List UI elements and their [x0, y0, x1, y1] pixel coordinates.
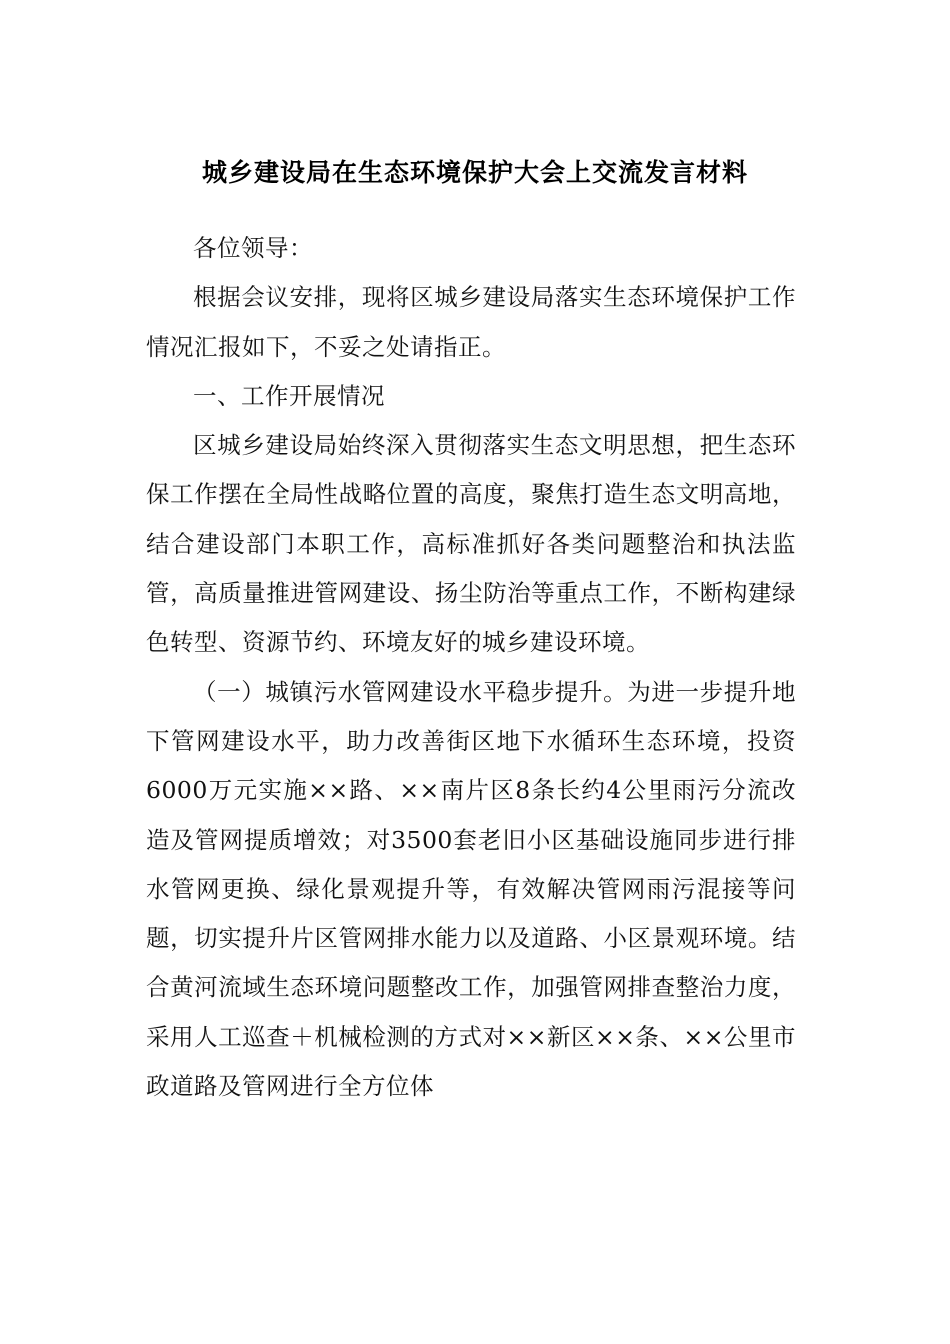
- section-heading: 一、工作开展情况: [193, 381, 385, 410]
- intro-paragraph: 根据会议安排，现将区城乡建设局落实生态环境保护工作情况汇报如下，不妥之处请指正。: [146, 283, 796, 361]
- document-body: [146, 224, 796, 1111]
- subsection-paragraph: （一）城镇污水管网建设水平稳步提升。为进一步提升地下管网建设水平，助力改善街区地下水循环生态环境，投资6000万元实施××路、××南片区8条长约4公里雨污分流改造及管网提质增效；对3500套老旧小区基础设施同步进行排水管网更换、绿化景观提升等，有效解决管网雨污混接等问题，切实提升片区管网排水能力以及道路、小区景观环境。结合黄河流域生态环境问题整改工作，加强管网排查整治力度，采用人工巡查＋机械检测的方式对××新区××条、××公里市政道路及管网进行全方位体: [146, 677, 796, 1101]
- salutation-paragraph: 各位领导：: [193, 234, 313, 262]
- document-title: 城乡建设局在生态环境保护大会上交流发言材料: [201, 158, 748, 187]
- overview-paragraph: 区城乡建设局始终深入贯彻落实生态文明思想，把生态环保工作摆在全局性战略位置的高度，聚焦打造生态文明高地，结合建设部门本职工作，高标准抓好各类问题整治和执法监管，高质量推进管网建设、扬尘防治等重点工作，不断构建绿色转型、资源节约、环境友好的城乡建设环境。: [146, 431, 796, 657]
